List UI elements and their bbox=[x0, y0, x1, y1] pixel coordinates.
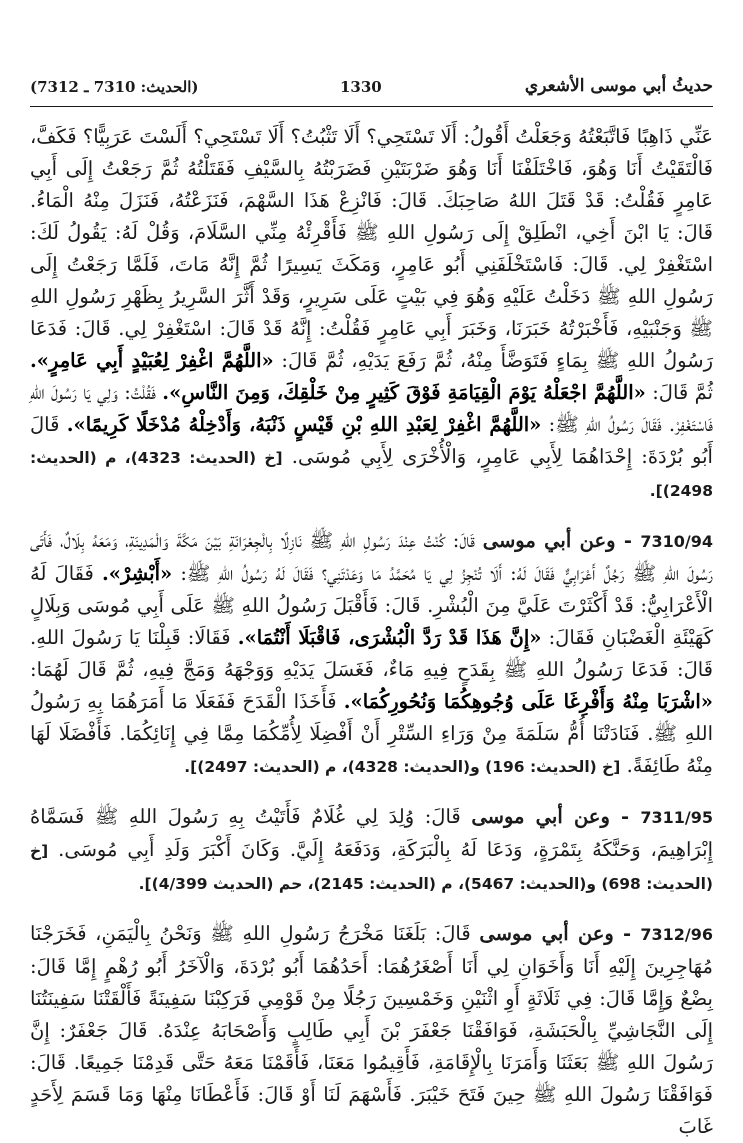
hadith-quote: «أَبْشِرْ». bbox=[102, 562, 173, 585]
hadith-range: (الحديث: 7310 ـ 7312) bbox=[30, 78, 199, 96]
hadith-text: فَأَخَذَا الْقَدَحَ فَفَعَلَا مَا أَمَرَهُمَا بِهِ رَسُولُ اللهِ ﷺ. فَنَادَتْنَا أُمُّ سَلَمَةَ مِنْ وَرَاءِ السِّتْرِ أَنْ أَفْضِلَا لِأُمِّكُمَا مِمَّا فِي إِنَائِكُمَا. فَأَفْضَلَا لَهَا مِنْهُ طَائِفَةً. bbox=[30, 690, 713, 777]
hadith-quote: «اشْرَبَا مِنْهُ وَأَفْرِغَا عَلَى وُجُوهِكُمَا وَنُحُورِكُمَا». bbox=[343, 690, 713, 713]
hadith-lead: - وعن أبي موسى bbox=[479, 922, 641, 945]
hadith-text: فَقُلْتُ: وَلِي يَا رَسُولَ اللهِ فَاسْتَغْفِرْ. فَقَالَ رَسُولُ اللهِ ﷺ: bbox=[30, 381, 713, 436]
page-header bbox=[30, 72, 713, 107]
hadith-text: قَالَ: كُنْتُ عِنْدَ رَسُولِ اللهِ ﷺ نَازِلًا بِالْجِعْرَانَةِ بَيْنَ مَكَّةَ وَالْمَدِينَةِ، وَمَعَهُ بِلَالٌ، فَأَتَى رَسُولَ اللهِ ﷺ رَجُلٌ أَعْرَابِيٌّ فَقَالَ لَهُ: أَلَا تُنْجِزُ لِي يَا مُحَمَّدُ مَا وَعَدْتَنِي؟ فَقَالَ لَهُ رَسُولُ اللهِ ﷺ: bbox=[30, 529, 714, 585]
hadith-text: عَنِّي ذَاهِبًا فَاتَّبَعْتُهُ وَجَعَلْتُ أَقُولُ: أَلَا تَسْتَحِي؟ أَلَا تَثْبُتُ؟ أَلَا تَسْتَحِي؟ أَلَسْتَ عَرَبِيًّا؟ فَكَفَّ، فَالْتَقَيْتُ أَنَا وَهُوَ، فَاخْتَلَفْنَا أَنَا وَهُوَ ضَرْبَتَيْنِ فَضَرَبْتُهُ بِالسَّيْفِ فَقَتَلْتُهُ ثُمَّ رَجَعْتُ إِلَى أَبِي عَامِرٍ فَقُلْتُ: قَدْ قَتَلَ اللهُ صَاحِبَكَ. قَالَ: فَانْزِعْ هَذَا السَّهْمَ، فَنَزَعْتُهُ، فَنَزَلَ مِنْهُ الْمَاءُ. قَالَ: يَا ابْنَ أَخِي، انْطَلِقْ إِلَى رَسُولِ اللهِ ﷺ فَأَقْرِئْهُ مِنِّي السَّلَامَ، وَقُلْ لَهُ: يَقُولُ لَكَ: اسْتَغْفِرْ لِي. قَالَ: فَاسْتَخْلَفَنِي أَبُو عَامِرٍ، وَمَكَثَ يَسِيرًا ثُمَّ إِنَّهُ مَاتَ، فَلَمَّا رَجَعْتُ إِلَى رَسُولِ اللهِ ﷺ دَخَلْتُ عَلَيْهِ وَهُوَ فِي بَيْتٍ عَلَى سَرِيرٍ، وَقَدْ أَثَّرَ السَّرِيرُ بِظَهْرِ رَسُولِ اللهِ ﷺ وَجَنْبَيْهِ، فَأَخْبَرْتُهُ خَبَرَنَا، وَخَبَرَ أَبِي عَامِرٍ فَقُلْتُ: إِنَّهُ قَدْ قَالَ: اسْتَغْفِرْ لِي. قَالَ: فَدَعَا رَسُولُ اللهِ ﷺ بِمَاءٍ فَتَوَضَّأَ مِنْهُ، ثُمَّ رَفَعَ يَدَيْهِ، ثُمَّ قَالَ: bbox=[30, 125, 713, 372]
hadith-text: قَالَ أَبُو بُرْدَةَ: إِحْدَاهُمَا لِأَبِي عَامِرٍ، وَالْأُخْرَى لِأَبِي مُوسَى. bbox=[30, 413, 713, 468]
hadith-text: قَالَ: وُلِدَ لِي غُلَامٌ فَأَتَيْتُ بِهِ رَسُولَ اللهِ ﷺ فَسَمَّاهُ إِبْرَاهِيمَ، وَحَنَّكَهُ بِتَمْرَةٍ، وَدَعَا لَهُ بِالْبَرَكَةِ، وَدَفَعَهُ إِلَيَّ. وَكَانَ أَكْبَرَ وَلَدِ أَبِي مُوسَى. bbox=[30, 805, 713, 861]
hadith-7310 bbox=[30, 525, 713, 783]
hadith-number: 7311/95 bbox=[640, 808, 713, 827]
hadith-continuation bbox=[30, 121, 713, 507]
hadith-number: 7310/94 bbox=[640, 532, 713, 551]
hadith-source: [خ (الحديث: 196) و(الحديث: 4328)، م (الحديث: 2497)]. bbox=[184, 758, 621, 776]
hadith-lead: - وعن أبي موسى bbox=[471, 805, 641, 828]
page-number: 1330 bbox=[340, 78, 382, 96]
hadith-lead: - وعن أبي موسى bbox=[482, 529, 641, 552]
hadith-7312 bbox=[30, 918, 713, 1143]
hadith-text: قَالَ: بَلَغَنَا مَخْرَجُ رَسُولِ اللهِ ﷺ وَنَحْنُ بِالْيَمَنِ، فَخَرَجْنَا مُهَاجِرِينَ إِلَيْهِ أَنَا وَأَخَوَانِ لِي أَنَا أَصْغَرُهُمَا: أَحَدُهُمَا أَبُو بُرْدَةَ، وَالْآخَرُ أَبُو رُهْمٍ إِمَّا قَالَ: بِضْعٌ وَإِمَّا قَالَ: فِي ثَلَاثَةٍ أَوِ اثْنَيْنِ وَخَمْسِينَ رَجُلًا مِنْ قَوْمِي فَرَكِبْنَا سَفِينَةً فَأَلْقَتْنَا سَفِينَتُنَا إِلَى النَّجَاشِيِّ بِالْحَبَشَةِ، فَوَافَقْنَا جَعْفَرَ بْنَ أَبِي طَالِبٍ وَأَصْحَابَهُ عِنْدَهُ. قَالَ جَعْفَرٌ: إِنَّ رَسُولَ اللهِ ﷺ بَعَثَنَا وَأَمَرَنَا بِالْإِقَامَةِ، فَأَقِيمُوا مَعَنَا، فَأَقَمْنَا مَعَهُ حَتَّى قَدِمْنَا جَمِيعًا. قَالَ: فَوَافَقْنَا رَسُولَ اللهِ ﷺ حِينَ فَتَحَ خَيْبَرَ. فَأَسْهَمَ لَنَا أَوْ قَالَ: فَأَعْطَانَا مِنْهَا وَمَا قَسَمَ لِأَحَدٍ غَابَ bbox=[30, 922, 713, 1138]
hadith-7311 bbox=[30, 801, 713, 900]
hadith-text: فَقَالَا: قَبِلْنَا يَا رَسُولَ اللهِ. قَالَ: فَدَعَا رَسُولُ اللهِ ﷺ بِقَدَحٍ فِيهِ مَاءٌ، فَغَسَلَ يَدَيْهِ وَوَجْهَهُ وَمَجَّ فِيهِ، ثُمَّ قَالَ لَهُمَا: bbox=[30, 626, 713, 681]
hadith-quote: «إِنَّ هَذَا قَدْ رَدَّ الْبُشْرَى، فَاقْبَلَا أَنْتُمَا». bbox=[237, 626, 542, 649]
hadith-source: [خ (الحديث: 698) و(الحديث: 5467)، م (الحديث: 2145)، حم (الحديث 4/399)]. bbox=[30, 842, 713, 893]
hadith-number: 7312/96 bbox=[640, 925, 713, 944]
hadith-source: [خ (الحديث: 4323)، م (الحديث: 2498)]. bbox=[30, 449, 713, 500]
chapter-title: حديثُ أبي موسى الأشعري bbox=[524, 76, 713, 96]
hadith-quote: «اللَّهُمَّ اجْعَلْهُ يَوْمَ الْقِيَامَةِ فَوْقَ كَثِيرٍ مِنْ خَلْقِكَ، وَمِنَ النَّاسِ». bbox=[162, 381, 646, 404]
hadith-text: فَقَالَ لَهُ الْأَعْرَابِيُّ: قَدْ أَكْثَرْتَ عَلَيَّ مِنَ الْبُشْرِ. قَالَ: فَأَقْبَلَ رَسُولُ اللهِ ﷺ عَلَى أَبِي مُوسَى وَبِلَالٍ كَهَيْئَةِ الْغَضْبَانِ فَقَالَ: bbox=[30, 562, 713, 649]
hadith-text: ثُمَّ قَالَ: bbox=[645, 381, 713, 404]
book-page bbox=[30, 72, 713, 1143]
hadith-quote: «اللَّهُمَّ اغْفِرْ لِعَبْدِ اللهِ بْنِ قَيْسٍ ذَنْبَهُ، وَأَدْخِلْهُ مُدْخَلًا كَرِيمًا». bbox=[66, 413, 542, 436]
hadith-quote: «اللَّهُمَّ اغْفِرْ لِعُبَيْدٍ أَبِي عَامِرٍ». bbox=[30, 349, 274, 372]
